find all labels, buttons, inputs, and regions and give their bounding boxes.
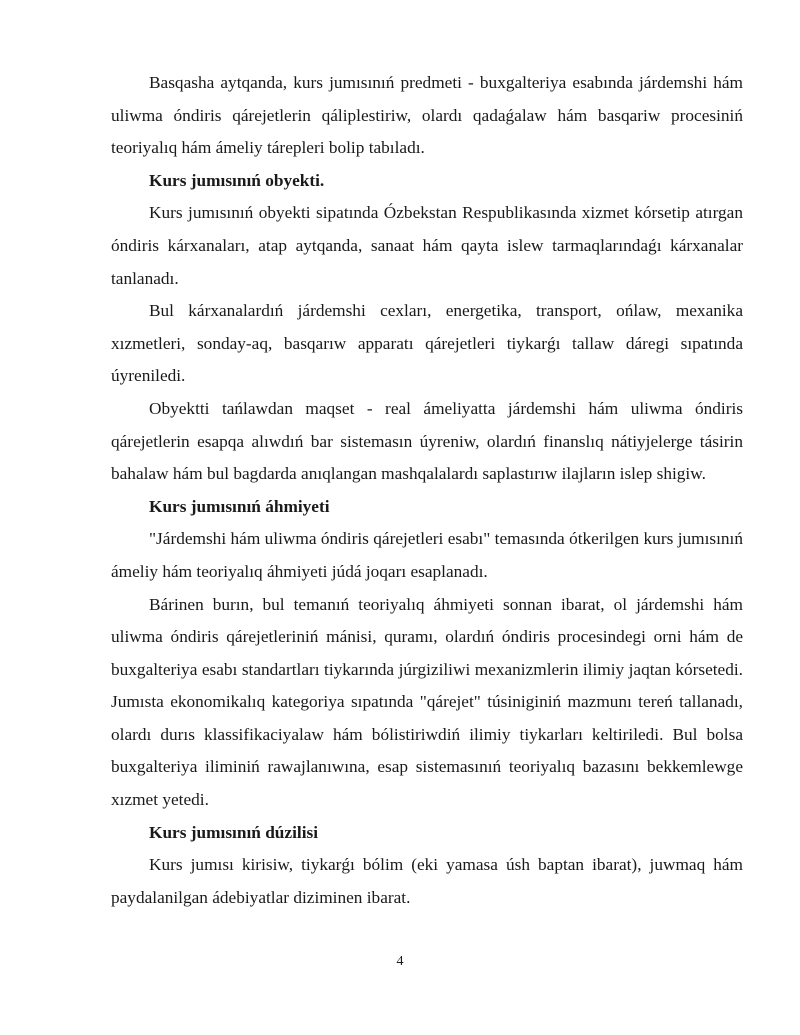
paragraph-theoretical-importance: Bárinen burın, bul temanıń teoriyalıq áhmiyeti sonnan ibarat, ol járdemshi hám uliwma óndiris qárejetleriniń mánisi, quramı, olardıń óndiris procesindegi orni hám de buxgalteriya esabı standartları tiykarında júrgiziliwi mexanizmlerin ilimiy jaqtan kórsetedi. Jumısta ekonomikalıq kategoriya sıpatında "qárejet" túsiniginiń mazmunı tereń tallanadı, olardı durıs klassifikaciyalaw hám bólistiriwdiń ilimiy tiykarları keltiriledi. Bul bolsa buxgalteriya iliminiń rawajlanıwına, esap sistemasınıń teoriyalıq bazasını bekkemlewge xızmet yetedi. [111, 594, 743, 810]
paragraph-subject: Basqasha aytqanda, kurs jumısınıń predmeti - buxgalteriya esabında járdemshi hám uliwma óndiris qárejetlerin qáliplestiriw, olardı qadaǵalaw hám basqariw procesiniń teoriyalıq hám ámeliy tárepleri bolip tabıladı. [111, 73, 743, 158]
paragraph-object: Kurs jumısınıń obyekti sipatında Ózbekstan Respublikasında xizmet kórsetip atırgan óndiris kárxanaları, atap aytqanda, sanaat hám qayta islew tarmaqlarındaǵı kárxanalar tanlanadı. [111, 203, 743, 288]
document-body [111, 67, 743, 914]
paragraph-importance-intro: "Járdemshi hám uliwma óndiris qárejetleri esabı" temasında ótkerilgen kurs jumısınıń ámeliy hám teoriyalıq áhmiyeti júdá joqarı esaplanadı. [111, 529, 743, 581]
heading-structure: Kurs jumısınıń dúzilisi [149, 822, 319, 842]
page-number: 4 [396, 954, 404, 969]
heading-object: Kurs jumısınıń obyekti. [149, 170, 325, 190]
paragraph-departments: Bul kárxanalardıń járdemshi cexları, energetika, transport, ońlaw, mexanika xızmetleri, sonday-aq, basqarıw apparatı qárejetleri tiykarǵı tallaw dáregi sıpatında úyreniledi. [111, 301, 743, 386]
heading-importance: Kurs jumısınıń áhmiyeti [149, 496, 330, 516]
paragraph-purpose: Obyektti tańlawdan maqset - real ámeliyatta járdemshi hám uliwma óndiris qárejetlerin esapqa alıwdıń bar sistemasın úyreniw, olardıń finanslıq nátiyjelerge tásirin bahalaw hám bul bagdarda anıqlangan mashqalalardı saplastırıw ilajların islep shigiw. [111, 398, 743, 484]
paragraph-structure: Kurs jumısı kirisiw, tiykarǵı bólim (eki yamasa úsh baptan ibarat), juwmaq hám paydalanilgan ádebiyatlar diziminen ibarat. [111, 855, 743, 907]
